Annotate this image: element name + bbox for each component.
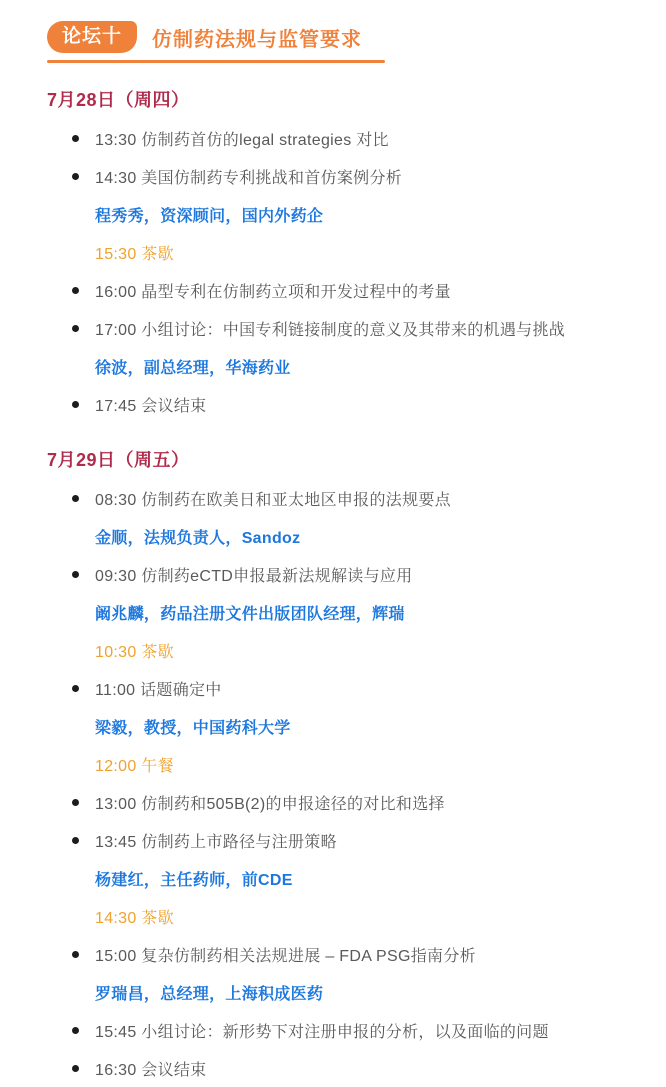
session-text: 08:30 仿制药在欧美日和亚太地区申报的法规要点 xyxy=(95,491,451,509)
session-text: 09:30 仿制药eCTD申报最新法规解读与应用 xyxy=(95,567,413,585)
session-text: 15:00 复杂仿制药相关法规进展 – FDA PSG指南分析 xyxy=(95,947,476,965)
row-indent xyxy=(47,764,95,765)
session-text: 14:30 美国仿制药专利挑战和首仿案例分析 xyxy=(95,169,403,187)
bullet-icon xyxy=(72,571,79,578)
day-section-friday xyxy=(47,446,646,1087)
session-text: 17:45 会议结束 xyxy=(95,397,207,415)
agenda-row-speaker xyxy=(47,195,646,233)
row-indent xyxy=(47,252,95,253)
agenda-row-session xyxy=(47,669,646,707)
agenda-row-break xyxy=(47,897,646,935)
agenda-row-session xyxy=(47,783,646,821)
row-indent xyxy=(47,726,95,727)
agenda-row-session xyxy=(47,555,646,593)
speaker-text: 阚兆麟，药品注册文件出版团队经理，辉瑞 xyxy=(95,605,405,623)
session-text: 11:00 话题确定中 xyxy=(95,681,222,699)
break-text: 12:00 午餐 xyxy=(95,757,174,775)
bullet-icon xyxy=(72,173,79,180)
agenda-row-break xyxy=(47,233,646,271)
row-indent xyxy=(47,992,95,993)
agenda-row-session xyxy=(47,1049,646,1087)
speaker-text: 徐波，副总经理，华海药业 xyxy=(95,359,291,377)
agenda-row-session xyxy=(47,821,646,859)
session-text: 13:00 仿制药和505B(2)的申报途径的对比和选择 xyxy=(95,795,445,813)
agenda-row-session xyxy=(47,309,646,347)
day-heading: 7月29日（周五） xyxy=(47,450,190,470)
agenda-row-session xyxy=(47,119,646,157)
bullet-icon xyxy=(72,135,79,142)
day-rows xyxy=(47,479,646,1087)
session-text: 13:30 仿制药首仿的legal strategies 对比 xyxy=(95,131,389,149)
bullet-icon xyxy=(72,325,79,332)
speaker-text: 金顺，法规负责人，Sandoz xyxy=(95,529,301,547)
agenda-row-session xyxy=(47,271,646,309)
agenda-row-speaker xyxy=(47,593,646,631)
session-text: 15:45 小组讨论：新形势下对注册申报的分析，以及面临的问题 xyxy=(95,1023,549,1041)
agenda-row-session xyxy=(47,935,646,973)
row-indent xyxy=(47,366,95,367)
speaker-text: 梁毅，教授，中国药科大学 xyxy=(95,719,291,737)
agenda-row-speaker xyxy=(47,347,646,385)
bullet-icon xyxy=(72,1027,79,1034)
bullet-icon xyxy=(72,951,79,958)
bullet-icon xyxy=(72,401,79,408)
agenda-row-speaker xyxy=(47,707,646,745)
forum-title: 仿制药法规与监管要求 xyxy=(152,28,363,51)
header-underline xyxy=(47,60,385,63)
bullet-icon xyxy=(72,1065,79,1072)
session-text: 16:30 会议结束 xyxy=(95,1061,207,1079)
session-text: 17:00 小组讨论：中国专利链接制度的意义及其带来的机遇与挑战 xyxy=(95,321,566,339)
bullet-icon xyxy=(72,685,79,692)
day-heading: 7月28日（周四） xyxy=(47,90,190,110)
bullet-icon xyxy=(72,287,79,294)
row-indent xyxy=(47,612,95,613)
speaker-text: 程秀秀，资深顾问，国内外药企 xyxy=(95,207,324,225)
agenda-row-session xyxy=(47,1011,646,1049)
session-text: 16:00 晶型专利在仿制药立项和开发过程中的考量 xyxy=(95,283,451,301)
row-indent xyxy=(47,650,95,651)
agenda-row-break xyxy=(47,745,646,783)
agenda-row-session xyxy=(47,385,646,423)
session-text: 13:45 仿制药上市路径与注册策略 xyxy=(95,833,337,851)
forum-number-badge: 论坛十 xyxy=(47,21,137,53)
row-indent xyxy=(47,536,95,537)
break-text: 10:30 茶歇 xyxy=(95,643,174,661)
agenda-row-session xyxy=(47,479,646,517)
agenda-row-break xyxy=(47,631,646,669)
day-section-thursday xyxy=(47,86,646,423)
agenda-row-speaker xyxy=(47,973,646,1011)
speaker-text: 杨建红，主任药师，前CDE xyxy=(95,871,293,889)
row-indent xyxy=(47,878,95,879)
row-indent xyxy=(47,214,95,215)
bullet-icon xyxy=(72,837,79,844)
bullet-icon xyxy=(72,799,79,806)
row-indent xyxy=(47,916,95,917)
agenda-row-session xyxy=(47,157,646,195)
day-rows xyxy=(47,119,646,423)
speaker-text: 罗瑞昌，总经理，上海积成医药 xyxy=(95,985,324,1003)
bullet-icon xyxy=(72,495,79,502)
break-text: 14:30 茶歇 xyxy=(95,909,174,927)
forum-header xyxy=(47,21,646,53)
agenda-row-speaker xyxy=(47,517,646,555)
agenda-row-speaker xyxy=(47,859,646,897)
break-text: 15:30 茶歇 xyxy=(95,245,174,263)
